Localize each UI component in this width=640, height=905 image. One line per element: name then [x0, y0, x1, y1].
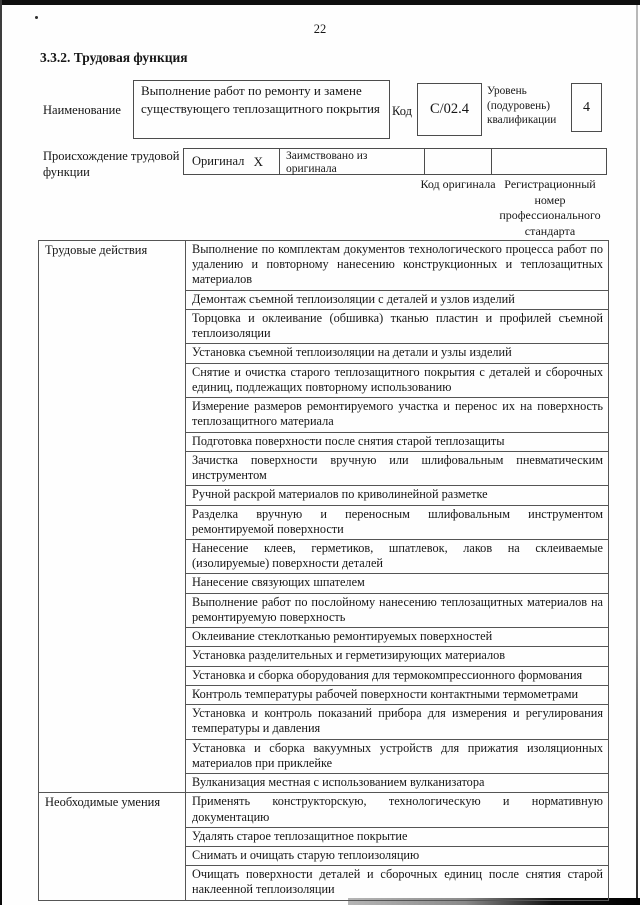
action-row: Измерение размеров ремонтируемого участка и перенос их на поверхность теплозащитного материала: [186, 398, 609, 432]
action-row: Установка и сборка вакуумных устройств для прижатия изоляционных материалов при приклейке: [186, 739, 609, 773]
action-row: Установка и контроль показаний прибора для измерения и регулирования температуры и давления: [186, 705, 609, 739]
skill-row: Очищать поверхности деталей и сборочных единиц после снятия старой наклеенной теплоизоляции: [186, 866, 609, 900]
origin-regnumber-caption: Регистрационный номер профессионального стандарта: [499, 177, 601, 238]
scan-artifact-right-edge: [636, 5, 638, 905]
function-code-label: Код: [392, 104, 412, 118]
action-row: Выполнение по комплектам документов технологического процесса работ по удалению и повторному нанесению конструкционных и теплозащитных материалов: [186, 241, 609, 291]
origin-code-cell: [425, 148, 492, 175]
scan-artifact-dot: [35, 16, 38, 19]
function-name-box: [133, 80, 390, 139]
origin-code-caption: Код оригинала: [420, 177, 496, 191]
skill-row: Применять конструкторскую, технологическую и нормативную документацию: [186, 793, 609, 827]
function-code-value: С/02.4: [429, 101, 470, 117]
action-row: Подготовка поверхности после снятия старой теплозащиты: [186, 432, 609, 451]
origin-borrowed-cell: Заимствовано из оригинала: [280, 148, 425, 175]
action-row: Вулканизация местная с использованием вулканизатора: [186, 774, 609, 793]
action-row: Установка разделительных и герметизирующих материалов: [186, 647, 609, 666]
skills-header-cell: Необходимые умения: [39, 793, 186, 900]
action-row: Зачистка поверхности вручную или шлифовальным пневматическим инструментом: [186, 451, 609, 485]
action-row: Нанесение связующих шпателем: [186, 574, 609, 593]
function-code-box: [417, 83, 482, 136]
origin-original-label: Оригинал: [192, 154, 245, 168]
qualification-level-label: Уровень (подуровень) квалификации: [487, 85, 557, 127]
function-name-label: Наименование: [43, 103, 121, 117]
origin-original-cell: [183, 148, 280, 175]
action-row: Нанесение клеев, герметиков, шпатлевок, лаков на склеиваемые (изолируемые) поверхности деталей: [186, 539, 609, 573]
work-function-table: [38, 240, 609, 901]
skill-row: Снимать и очищать старую теплоизоляцию: [186, 846, 609, 865]
action-row: Установка съемной теплоизоляции на детали и узлы изделий: [186, 344, 609, 363]
action-row: Торцовка и оклеивание (обшивка) тканью пластин и профилей съемной теплоизоляции: [186, 309, 609, 343]
action-row: Оклеивание стеклотканью ремонтируемых поверхностей: [186, 628, 609, 647]
actions-header-cell: Трудовые действия: [39, 241, 186, 793]
action-row: Разделка вручную и переносным шлифовальным инструментом ремонтируемой поверхности: [186, 505, 609, 539]
origin-original-mark: X: [253, 153, 263, 169]
action-row: Выполнение работ по послойному нанесению теплозащитных материалов на ремонтируемую поверхность: [186, 593, 609, 627]
section-heading: 3.3.2. Трудовая функция: [40, 50, 188, 65]
function-name-value: Выполнение работ по ремонту и замене существующего теплозащитного покрытия: [141, 83, 380, 116]
origin-table: [183, 148, 607, 175]
action-row: Ручной раскрой материалов по криволинейной разметке: [186, 486, 609, 505]
page-number: 22: [313, 22, 327, 36]
origin-regnumber-cell: [492, 148, 607, 175]
action-row: Снятие и очистка старого теплозащитного покрытия с деталей и сборочных единиц, подлежащих повторному использованию: [186, 363, 609, 397]
skill-row: Удалять старое теплозащитное покрытие: [186, 827, 609, 846]
action-row: Контроль температуры рабочей поверхности контактными термометрами: [186, 685, 609, 704]
action-row: Установка и сборка оборудования для термокомпрессионного формования: [186, 666, 609, 685]
scan-artifact-top-bar: [0, 0, 640, 5]
scan-artifact-left-edge: [0, 0, 2, 905]
qualification-level-box: [571, 83, 602, 132]
action-row: Демонтаж съемной теплоизоляции с деталей и узлов изделий: [186, 290, 609, 309]
origin-label: Происхождение трудовой функции: [43, 149, 180, 180]
qualification-level-value: 4: [583, 99, 590, 115]
